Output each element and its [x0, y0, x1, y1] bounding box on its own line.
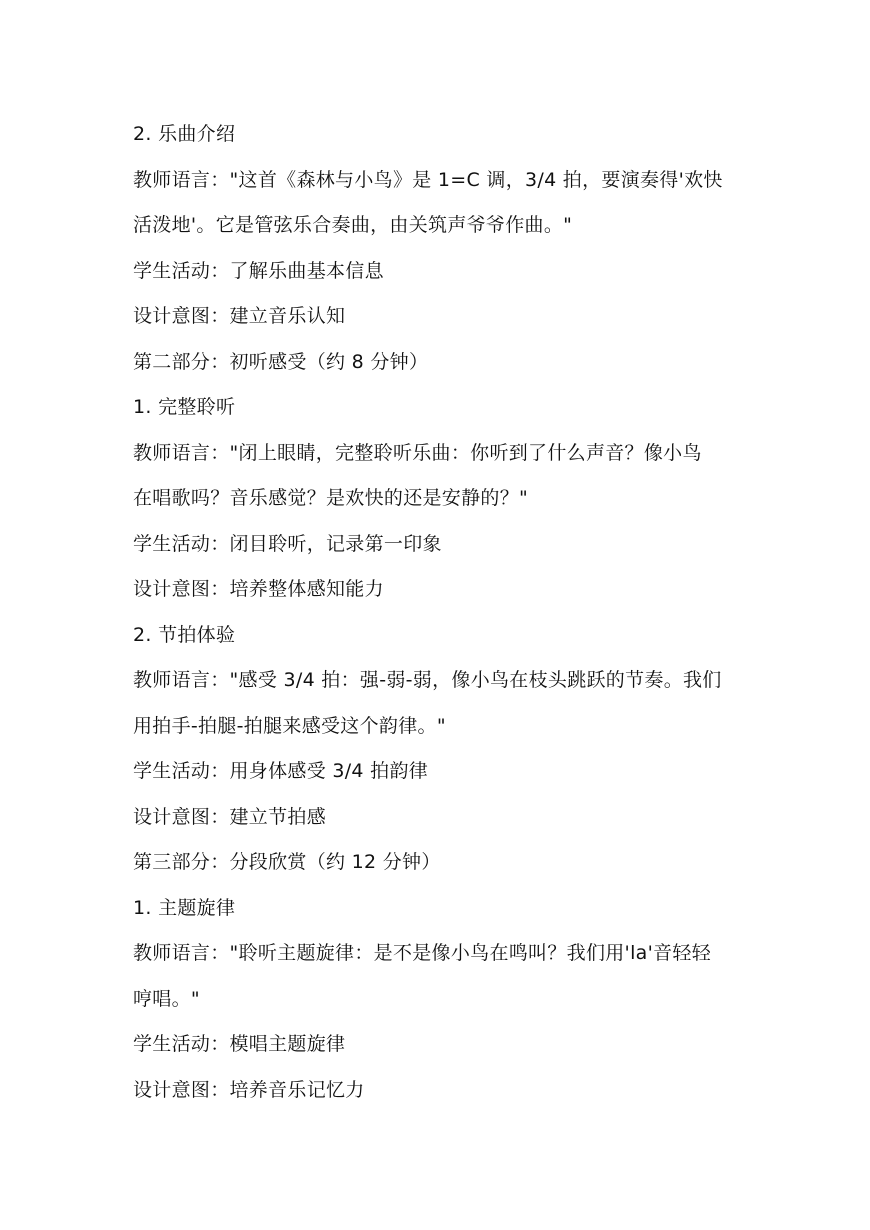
- student-activity-line: 学生活动：模唱主题旋律: [133, 1033, 346, 1055]
- student-activity-line: 学生活动：用身体感受 3/4 拍韵律: [133, 760, 429, 782]
- document-body: [133, 112, 745, 1113]
- teacher-speech-line: 活泼地'。它是管弦乐合奏曲，由关筑声爷爷作曲。": [133, 214, 573, 236]
- part-heading-first-listen: 第二部分：初听感受（约 8 分钟）: [133, 350, 429, 373]
- teacher-speech-line: 教师语言："闭上眼睛，完整聆听乐曲：你听到了什么声音？像小鸟: [133, 441, 702, 464]
- section-heading-music-intro: 2. 乐曲介绍: [133, 123, 236, 145]
- design-intent-line: 设计意图：建立音乐认知: [133, 305, 346, 327]
- design-intent-line: 设计意图：培养整体感知能力: [133, 578, 384, 600]
- teacher-speech-line: 用拍手-拍腿-拍腿来感受这个韵律。": [133, 714, 446, 737]
- student-activity-line: 学生活动：闭目聆听，记录第一印象: [133, 532, 442, 555]
- teacher-speech-line: 在唱歌吗？音乐感觉？是欢快的还是安静的？": [133, 487, 529, 509]
- section-heading-full-listen: 1. 完整聆听: [133, 396, 236, 418]
- teacher-speech-line: 教师语言："这首《森林与小鸟》是 1=C 调，3/4 拍，要演奏得'欢快: [133, 168, 723, 191]
- teacher-speech-line: 教师语言："聆听主题旋律：是不是像小鸟在鸣叫？我们用'la'音轻轻: [133, 942, 712, 964]
- student-activity-line: 学生活动：了解乐曲基本信息: [133, 259, 384, 282]
- teacher-speech-line: 教师语言："感受 3/4 拍：强-弱-弱，像小鸟在枝头跳跃的节奏。我们: [133, 669, 722, 691]
- design-intent-line: 设计意图：建立节拍感: [133, 805, 327, 828]
- teacher-speech-line: 哼唱。": [133, 987, 200, 1010]
- section-heading-beat-experience: 2. 节拍体验: [133, 623, 236, 646]
- part-heading-segment-appreciation: 第三部分：分段欣赏（约 12 分钟）: [133, 851, 441, 873]
- design-intent-line: 设计意图：培养音乐记忆力: [133, 1078, 365, 1101]
- section-heading-main-theme: 1. 主题旋律: [133, 896, 236, 919]
